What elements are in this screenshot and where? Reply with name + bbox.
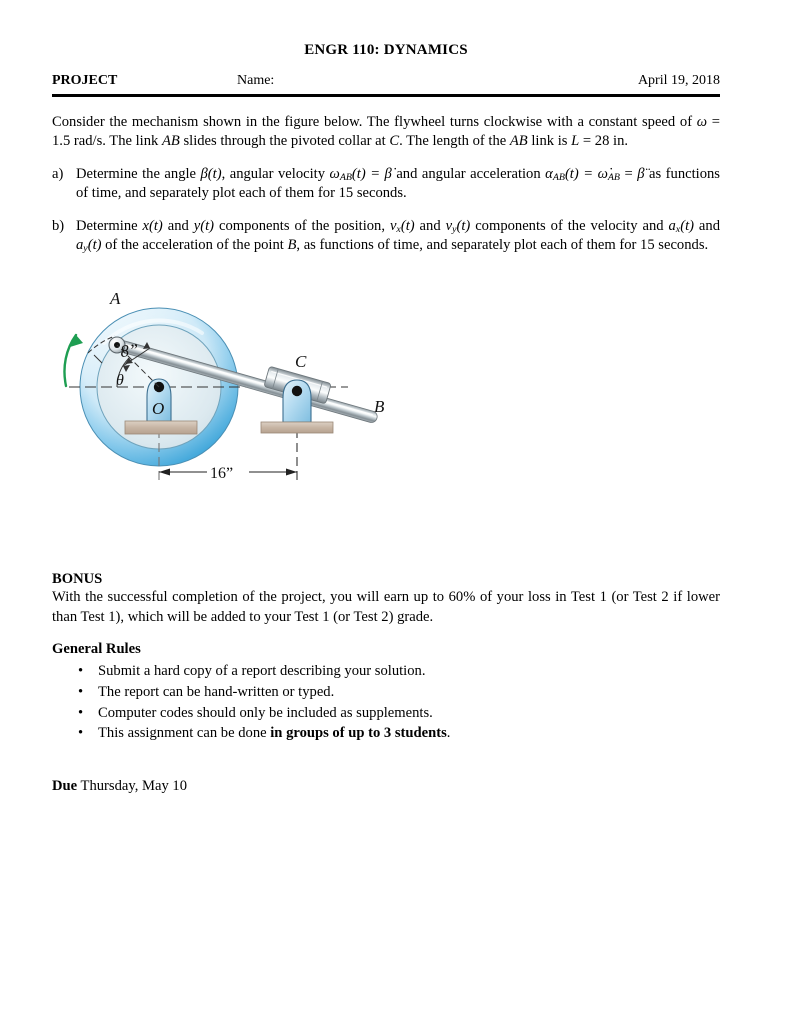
task-marker-b: b) <box>52 217 65 234</box>
label-o: O <box>152 399 165 419</box>
seg-a12: AB <box>607 171 620 183</box>
seg-b1: x(t) <box>142 217 163 234</box>
seg-a8: α <box>545 165 553 182</box>
seg-b8: and <box>414 217 446 234</box>
seg-b17: a <box>76 237 84 254</box>
label-c: C <box>295 352 307 372</box>
bullet-icon: • <box>78 683 84 700</box>
rule-text-4-lead: This assignment can be done <box>98 725 271 742</box>
bracket-o-base <box>125 421 197 434</box>
seg-b15: (t) <box>680 217 694 234</box>
task-item-a <box>52 165 720 204</box>
seg-a14: β̈ <box>637 165 645 182</box>
seg-b10: y <box>452 223 457 235</box>
page-title: ENGR 110: DYNAMICS <box>304 42 468 58</box>
seg-b13: a <box>668 217 676 234</box>
list-item <box>52 703 720 724</box>
seg-a5: (t) = <box>351 165 385 182</box>
rule-text-4-emphasis: in groups of up to 3 students <box>270 725 447 742</box>
intro-text-5: link is <box>527 133 572 150</box>
rule-text-1: Submit a hard copy of a report describing your solution. <box>98 663 426 680</box>
bracket-c-base <box>261 422 333 433</box>
seg-b20: of the acceleration of the point <box>101 237 288 254</box>
bonus-paragraph: With the successful completion of the project, you will earn up to 60% of your loss in Test 1 (or Test 2 if lower than Test 1), which will be added to your Test 1 (or Test 2) grade. <box>52 589 720 625</box>
intro-text-2: = 1.5 rad/s. The link <box>52 114 720 150</box>
rule-text-4 <box>98 723 720 744</box>
dim-16-arrow-left <box>159 469 170 476</box>
label-a: A <box>110 289 121 309</box>
list-item <box>52 723 720 744</box>
general-rules-heading: General Rules <box>52 641 141 658</box>
seg-b7: (t) <box>400 217 415 234</box>
omega-symbol: ω <box>696 114 708 130</box>
date-label: April 19, 2018 <box>637 73 720 88</box>
pivot-point-c <box>292 386 302 396</box>
task-body-a <box>76 165 720 204</box>
task-body-b <box>76 217 720 256</box>
seg-b11: (t) <box>456 217 471 234</box>
label-radius-8in: 8” <box>119 340 140 362</box>
seg-b2: and <box>162 217 194 234</box>
label-dim-16in: 16” <box>210 465 234 483</box>
seg-b4: components of the position, <box>214 217 390 234</box>
seg-b6: x <box>396 223 401 235</box>
due-label: Due <box>52 778 78 795</box>
seg-b3: y(t) <box>193 217 215 234</box>
task-item-b <box>52 217 720 256</box>
bullet-icon: • <box>78 704 84 721</box>
rule-text-4-tail: . <box>446 725 451 742</box>
seg-a4: AB <box>339 171 352 183</box>
dim-16-arrow-right <box>286 469 297 476</box>
task-marker-a: a) <box>52 165 64 182</box>
project-label: PROJECT <box>52 73 118 88</box>
bullet-icon: • <box>78 725 84 742</box>
due-value: Thursday, May 10 <box>77 778 187 795</box>
seg-a3: ω <box>329 165 340 182</box>
seg-a13: = <box>619 165 638 182</box>
length-symbol: L <box>571 133 580 150</box>
intro-text-6: = 28 in. <box>579 133 629 150</box>
seg-b0: Determine <box>76 217 143 234</box>
seg-a7: and angular acceleration <box>391 165 546 182</box>
rule-text-3: Computer codes should only be included as supplements. <box>98 704 433 721</box>
seg-a15: as functions of time, and separately plot each of them for 15 seconds. <box>76 165 720 202</box>
label-theta: θ <box>116 372 124 390</box>
point-c-ref: C <box>389 133 400 150</box>
document-content <box>52 42 720 795</box>
link-ab-ref-2: AB <box>509 133 528 150</box>
seg-b9: v <box>445 217 453 234</box>
label-b: B <box>374 397 385 417</box>
seg-b16: and <box>693 217 720 234</box>
seg-b18: y <box>83 243 88 255</box>
mechanism-figure <box>52 281 720 531</box>
intro-paragraph <box>52 113 720 152</box>
intro-text-4: . The length of the <box>399 133 510 150</box>
seg-b21: B <box>287 237 297 254</box>
seg-a6: β̇ <box>384 165 392 182</box>
list-item <box>52 661 720 682</box>
list-item <box>52 682 720 703</box>
seg-b19: (t) <box>87 237 102 254</box>
seg-b22: , as functions of time, and separately plot each of them for 15 seconds. <box>296 237 709 254</box>
seg-a2: , angular velocity <box>221 165 330 182</box>
seg-a9: AB <box>552 171 565 183</box>
link-ab-ref: AB <box>161 133 180 150</box>
bullet-icon: • <box>78 663 84 680</box>
header-divider <box>52 94 720 97</box>
name-label: Name: <box>237 73 275 88</box>
general-rules-list <box>52 661 720 744</box>
mechanism-diagram-svg <box>52 281 452 531</box>
spacer-before-bonus <box>52 531 720 571</box>
seg-a0: Determine the angle <box>76 165 201 182</box>
due-line <box>52 778 720 795</box>
spacer-before-rules <box>52 627 720 641</box>
seg-a10: (t) = <box>564 165 598 182</box>
seg-a11: ω̇ <box>597 165 608 182</box>
intro-text-3: slides through the pivoted collar at <box>179 133 390 150</box>
rule-text-2: The report can be hand-written or typed. <box>98 683 335 700</box>
seg-b14: x <box>675 223 681 235</box>
seg-b12: components of the velocity and <box>470 217 669 234</box>
header-row <box>52 73 720 89</box>
seg-b5: v <box>389 217 397 234</box>
bonus-heading: BONUS <box>52 571 103 588</box>
seg-a1: β(t) <box>200 165 222 182</box>
intro-text-1: Consider the mechanism shown in the figure below. The flywheel turns clockwise with a constant speed of <box>52 114 697 130</box>
